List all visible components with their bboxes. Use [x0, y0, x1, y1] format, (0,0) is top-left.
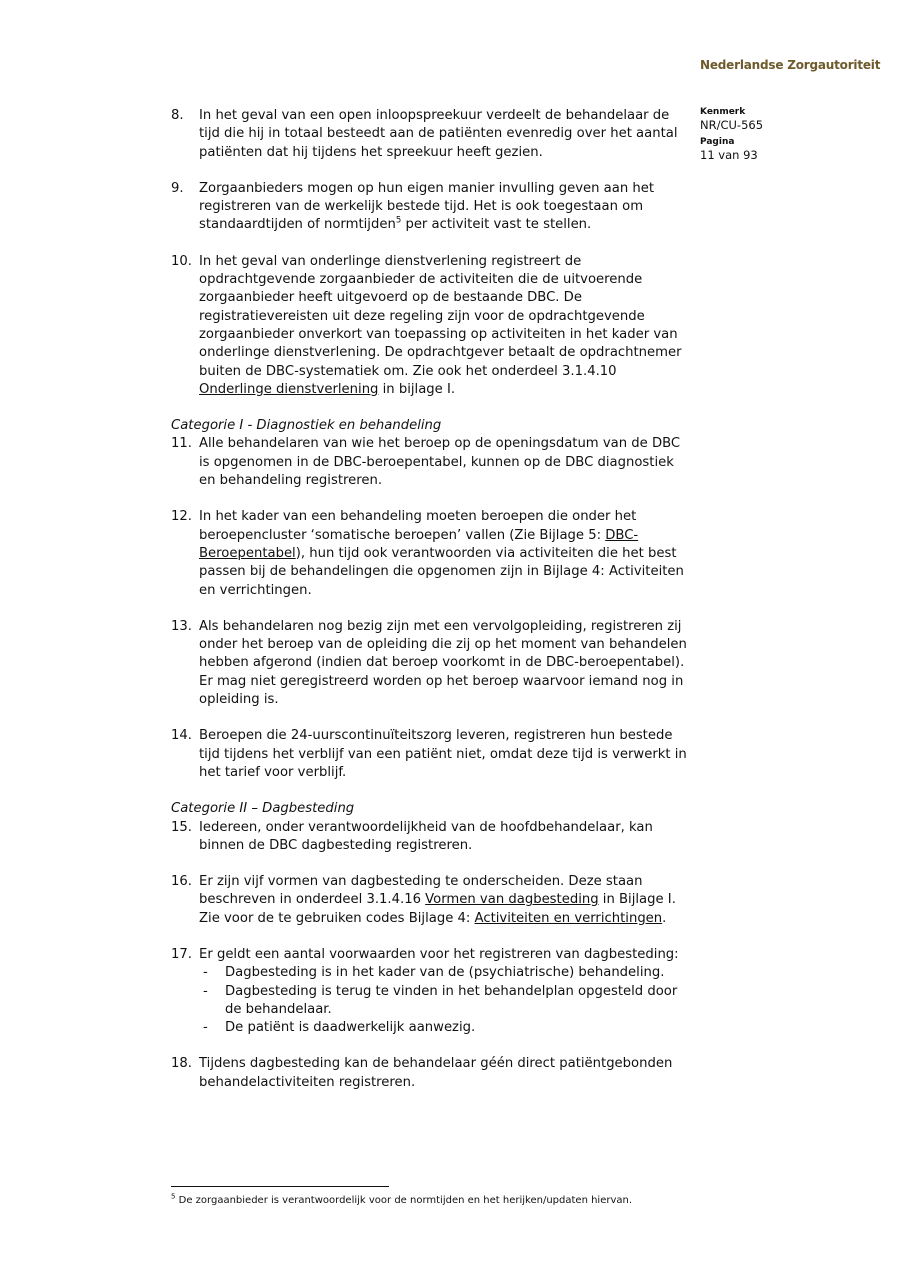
condition-text: De patiënt is daadwerkelijk aanwezig.: [225, 1020, 476, 1036]
list-item: [171, 180, 691, 235]
item-text: in Bijlage I. Zie voor de te gebruiken codes Bijlage 4:: [199, 892, 676, 926]
item-number: 9.: [171, 180, 184, 196]
condition-text: Dagbesteding is terug te vinden in het behandelplan opgesteld door de behandelaar.: [225, 983, 678, 1017]
organization-name: Nederlandse Zorgautoriteit: [700, 58, 881, 72]
item-text: per activiteit vast te stellen.: [401, 217, 592, 233]
item-number: 10.: [171, 253, 192, 269]
item-number: 11.: [171, 436, 192, 452]
item-text: .: [662, 910, 667, 926]
list-item: [171, 727, 691, 782]
list-item: [171, 107, 691, 162]
item-number: 8.: [171, 108, 184, 123]
kenmerk-value: NR/CU-565: [700, 118, 764, 132]
item-text: Beroepen die 24-uurscontinuïteitszorg leveren, registreren hun bestede tijd tijdens het verblijf van een patiënt niet, omdat deze tijd is verwerkt in het tarief voor verblijf.: [199, 728, 687, 780]
item-text: Tijdens dagbesteding kan de behandelaar géén direct patiëntgebonden behandelactiviteiten registreren.: [199, 1056, 673, 1090]
item-number: 17.: [171, 946, 192, 962]
list-item: [171, 618, 691, 709]
list-item: [171, 1055, 691, 1092]
pagina-label: Pagina: [700, 137, 735, 147]
list-item: [171, 946, 691, 1037]
item-text: In het kader van een behandeling moeten beroepen die onder het beroepencluster ‘somatische beroepen’ vallen (Zie Bijlage 5:: [199, 509, 637, 543]
condition-text: Dagbesteding is in het kader van de (psychiatrische) behandeling.: [225, 965, 665, 981]
item-text: In het geval van onderlinge dienstverlening registreert de opdrachtgevende zorgaanbieder de activiteiten die de uitvoerende zorgaanbieder heeft uitgevoerd op de bestaande DBC. De registratievereisten uit deze regeling zijn voor de opdrachtgevende zorgaanbieder onverkort van toepassing op activiteiten in het kader van onderlinge dienstverlening. De opdrachtgever betaalt de opdrachtnemer buiten de DBC-systematiek om. Zie ook het onderdeel 3.1.4.10: [199, 253, 682, 379]
item-text: Er zijn vijf vormen van dagbesteding te onderscheiden. Deze staan beschreven in onderdeel 3.1.4.16: [199, 874, 643, 908]
item-text: Er geldt een aantal voorwaarden voor het registreren van dagbesteding:: [199, 946, 679, 962]
footnote-ref[interactable]: 5: [395, 216, 402, 227]
item-number: 18.: [171, 1056, 192, 1072]
item-number: 13.: [171, 618, 192, 634]
category-heading: Categorie I - Diagnostiek en behandeling: [171, 418, 442, 434]
pagina-value: 11 van 93: [700, 148, 758, 162]
condition-list: [199, 964, 691, 1037]
dash-bullet: -: [203, 965, 208, 981]
item-text: Iedereen, onder verantwoordelijkheid van de hoofdbehandelaar, kan binnen de DBC dagbesteding registreren.: [199, 819, 653, 853]
item-text: ), hun tijd ook verantwoorden via activiteiten die het best passen bij de behandelingen die opgenomen zijn in Bijlage 4: Activiteiten en verrichtingen.: [199, 545, 684, 598]
link-vormen-van-dagbesteding[interactable]: Vormen van dagbesteding: [425, 892, 599, 908]
link-dbc-beroepentabel[interactable]: DBC-Beroepentabel: [199, 527, 639, 561]
dash-bullet: -: [203, 983, 208, 999]
link-onderlinge-dienstverlening[interactable]: Onderlinge dienstverlening: [199, 381, 379, 397]
item-number: 12.: [171, 509, 192, 525]
dash-bullet: -: [203, 1020, 208, 1036]
list-item: [171, 873, 691, 928]
footnote-divider: [171, 1186, 389, 1187]
list-item: [171, 508, 691, 599]
item-number: 15.: [171, 819, 192, 835]
category-heading: Categorie II – Dagbesteding: [171, 801, 355, 817]
item-text: In het geval van een open inloopspreekuur verdeelt de behandelaar de tijd die hij in totaal besteedt aan de patiënten evenredig over het aantal patiënten dat hij tijdens het spreekuur heeft gezien.: [199, 108, 678, 160]
list-item: [171, 435, 691, 490]
condition-item: [203, 964, 691, 982]
condition-item: [203, 983, 691, 1020]
footnote: [171, 1192, 633, 1206]
document-meta: [700, 107, 880, 167]
kenmerk-label: Kenmerk: [700, 107, 746, 117]
footnote-text: De zorgaanbieder is verantwoordelijk voor de normtijden en het herijken/updaten hiervan.: [175, 1195, 633, 1206]
item-text: Zorgaanbieders mogen op hun eigen manier invulling geven aan het registreren van de werkelijk bestede tijd. Het is ook toegestaan om standaardtijden of normtijden: [199, 180, 655, 233]
item-number: 14.: [171, 728, 192, 744]
list-item: [171, 819, 691, 856]
list-item: [171, 253, 691, 399]
item-text: Alle behandelaren van wie het beroep op de openingsdatum van de DBC is opgenomen in de DBC-beroepentabel, kunnen op de DBC diagnostiek en behandeling registreren.: [199, 436, 681, 489]
document-body: [171, 107, 691, 1110]
footnote-number: 5: [171, 1192, 176, 1201]
item-text: Als behandelaren nog bezig zijn met een vervolgopleiding, registreren zij onder het beroep van de opleiding die zij op het moment van behandelen hebben afgerond (indien dat beroep voorkomt in de DBC-beroepentabel). Er mag niet geregistreerd worden op het beroep waarvoor iemand nog in opleiding is.: [199, 618, 687, 708]
link-activiteiten-en-verrichtingen[interactable]: Activiteiten en verrichtingen: [474, 910, 663, 926]
condition-item: [203, 1019, 691, 1037]
item-text: in bijlage I.: [378, 381, 456, 397]
item-number: 16.: [171, 874, 192, 890]
